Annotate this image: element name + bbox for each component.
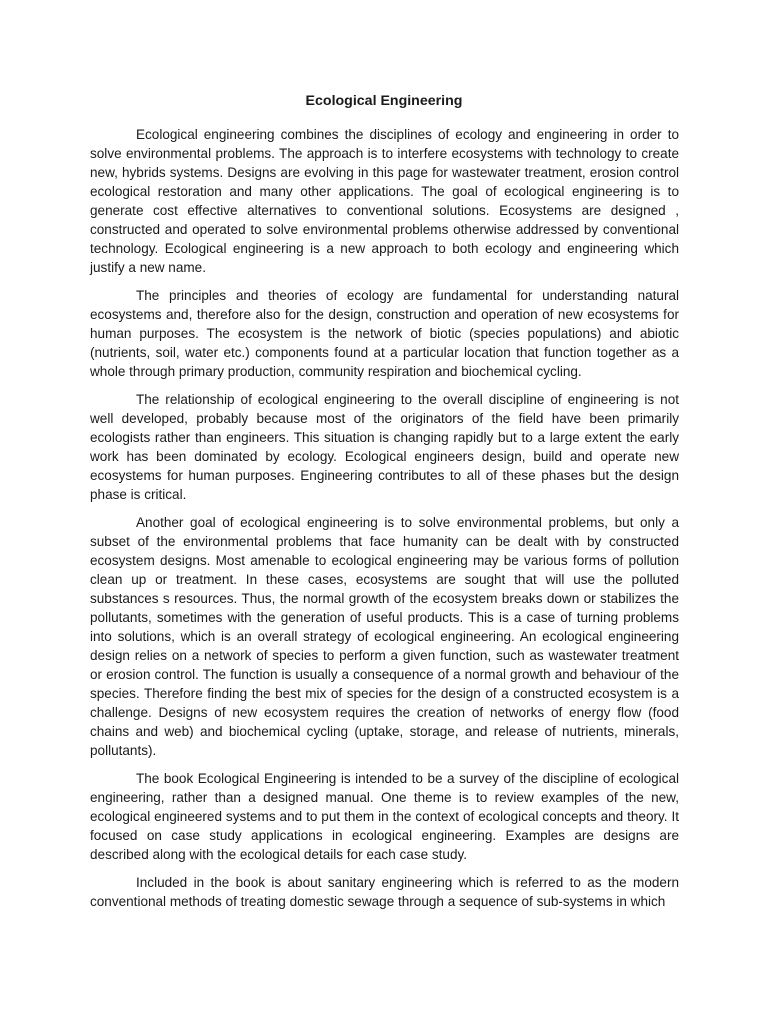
paragraph-5: The book Ecological Engineering is intended to be a survey of the discipline of ecological engineering, rather than a designed manual. One theme is to review examples of the new, ecological engineered systems and to put them in the context of ecological concepts and theory. It focused on case study applications in ecological engineering. Examples are designs are described along with the ecological details for each case study. xyxy=(90,771,679,862)
paragraph-1: Ecological engineering combines the disciplines of ecology and engineering in order to solve environmental problems. The approach is to interfere ecosystems with technology to create new, hybrids systems. Designs are evolving in this page for wastewater treatment, erosion control ecological restoration and many other applications. The goal of ecological engineering is to generate cost effective alternatives to conventional solutions. Ecosystems are designed , constructed and operated to solve environmental problems otherwise addressed by conventional technology. Ecological engineering is a new approach to both ecology and engineering which justify a new name. xyxy=(90,127,679,275)
paragraph-4: Another goal of ecological engineering is to solve environmental problems, but only a subset of the environmental problems that face humanity can be dealt with by constructed ecosystem designs. Most amenable to ecological engineering may be various forms of pollution clean up or treatment. In these cases, ecosystems are sought that will use the polluted substances s resources. Thus, the normal growth of the ecosystem breaks down or stabilizes the pollutants, sometimes with the generation of useful products. This is a case of turning problems into solutions, which is an overall strategy of ecological engineering. An ecological engineering design relies on a network of species to perform a given function, such as wastewater treatment or erosion control. The function is usually a consequence of a normal growth and behaviour of the species. Therefore finding the best mix of species for the design of a constructed ecosystem is a challenge. Designs of new ecosystem requires the creation of networks of energy flow (food chains and web) and biochemical cycling (uptake, storage, and release of nutrients, minerals, pollutants). xyxy=(90,515,679,758)
document-body xyxy=(90,125,679,920)
page-title: Ecological Engineering xyxy=(305,93,463,109)
paragraph-6: Included in the book is about sanitary engineering which is referred to as the modern conventional methods of treating domestic sewage through a sequence of sub-systems in which xyxy=(90,875,679,909)
paragraph-3: The relationship of ecological engineering to the overall discipline of engineering is not well developed, probably because most of the originators of the field have been primarily ecologists rather than engineers. This situation is changing rapidly but to a large extent the early work has been dominated by ecology. Ecological engineers design, build and operate new ecosystems for human purposes. Engineering contributes to all of these phases but the design phase is critical. xyxy=(90,392,679,502)
paragraph-2: The principles and theories of ecology are fundamental for understanding natural ecosystems and, therefore also for the design, construction and operation of new ecosystems for human purposes. The ecosystem is the network of biotic (species populations) and abiotic (nutrients, soil, water etc.) components found at a particular location that function together as a whole through primary production, community respiration and biochemical cycling. xyxy=(90,288,679,379)
